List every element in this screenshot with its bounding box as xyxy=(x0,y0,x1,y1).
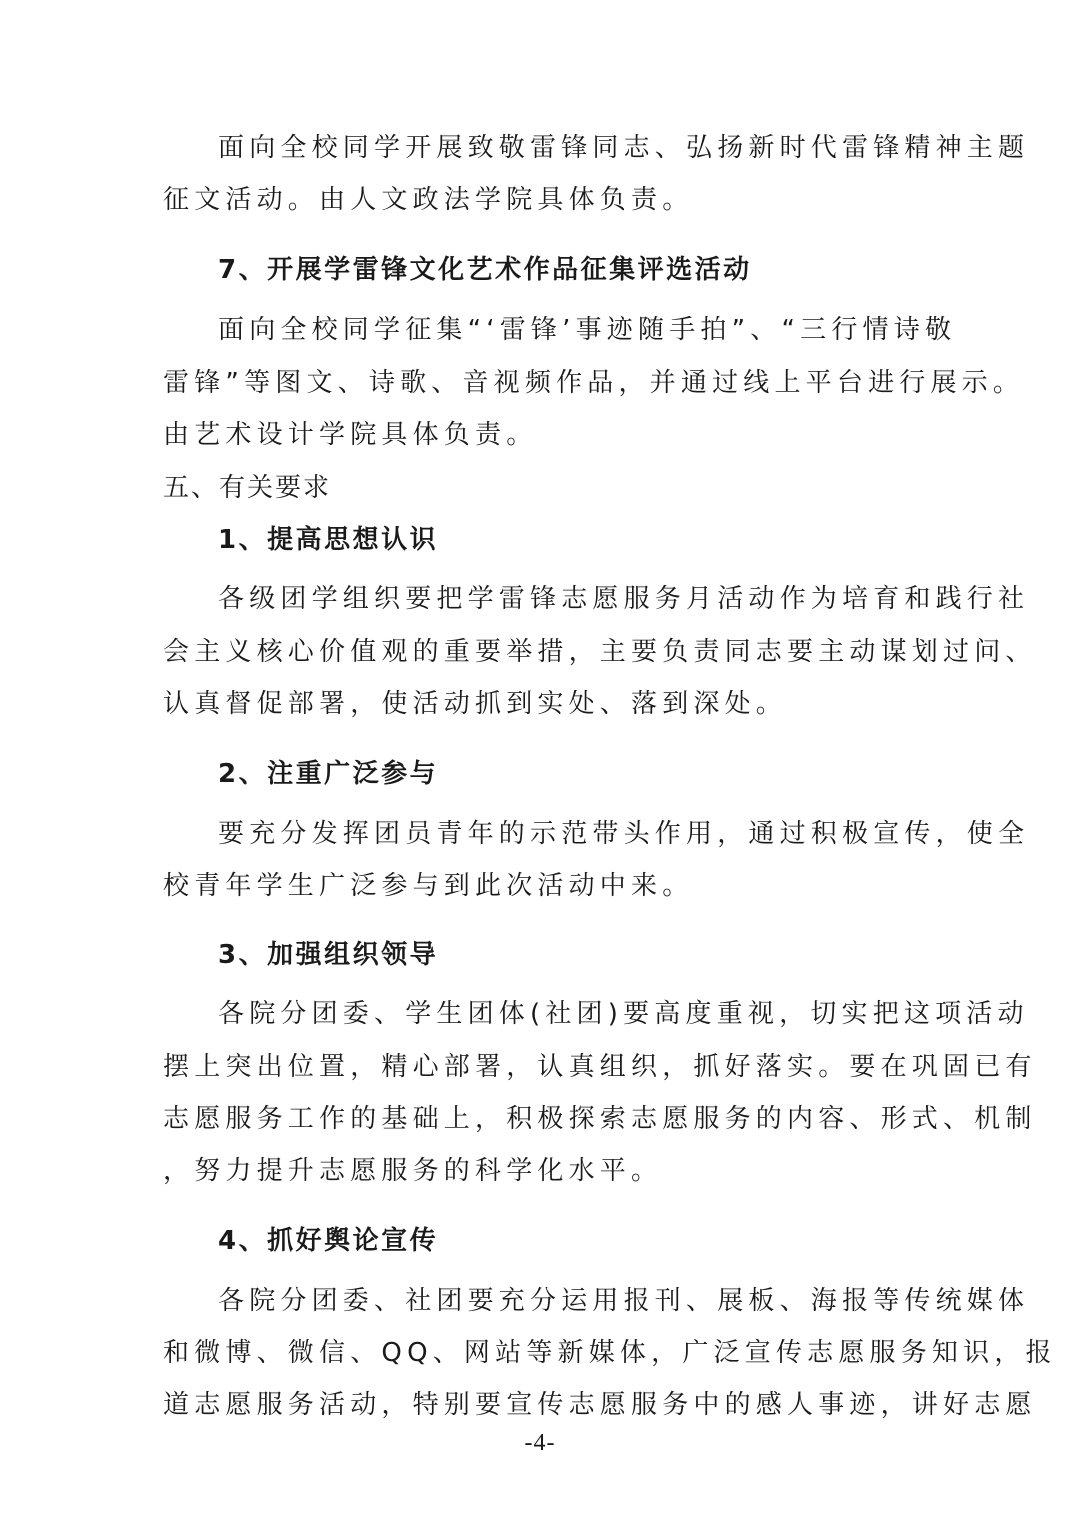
requirement-1-line-2: 会主义核心价值观的重要举措，主要负责同志要主动谋划过问、 xyxy=(163,637,1037,667)
heading-requirement-3: 3、加强组织领导 xyxy=(218,940,439,970)
paragraph-artwork-line-2: 雷锋”等图文、诗歌、音视频作品，并通过线上平台进行展示。 xyxy=(163,368,1025,398)
requirement-3-line-4: ，努力提升志愿服务的科学化水平。 xyxy=(163,1156,663,1186)
paragraph-artwork-line-3: 由艺术设计学院具体负责。 xyxy=(163,420,538,450)
paragraph-artwork-line-1: 面向全校同学征集“‘雷锋’事迹随手拍”、“三行情诗敬 xyxy=(218,315,957,345)
requirement-2-line-1: 要充分发挥团员青年的示范带头作用，通过积极宣传，使全 xyxy=(218,819,1030,849)
heading-requirement-4: 4、抓好舆论宣传 xyxy=(218,1226,439,1256)
requirement-1-line-3: 认真督促部署，使活动抓到实处、落到深处。 xyxy=(163,689,788,719)
section-heading-requirements: 五、有关要求 xyxy=(163,473,332,503)
heading-item-7: 7、开展学雷锋文化艺术作品征集评选活动 xyxy=(218,255,752,285)
requirement-4-line-2: 和微博、微信、QQ、网站等新媒体，广泛宣传志愿服务知识，报 xyxy=(163,1338,1057,1368)
requirement-4-line-1: 各院分团委、社团要充分运用报刊、展板、海报等传统媒体 xyxy=(218,1286,1030,1316)
requirement-1-line-1: 各级团学组织要把学雷锋志愿服务月活动作为培育和践行社 xyxy=(218,584,1030,614)
page-number: -4- xyxy=(524,1430,556,1456)
requirement-4-line-3: 道志愿服务活动，特别要宣传志愿服务中的感人事迹，讲好志愿 xyxy=(163,1390,1037,1420)
heading-requirement-1: 1、提高思想认识 xyxy=(218,525,439,555)
requirement-2-line-2: 校青年学生广泛参与到此次活动中来。 xyxy=(163,871,694,901)
paragraph-essay-line-2: 征文活动。由人文政法学院具体负责。 xyxy=(163,185,694,215)
requirement-3-line-3: 志愿服务工作的基础上，积极探索志愿服务的内容、形式、机制 xyxy=(163,1104,1037,1134)
requirement-3-line-2: 摆上突出位置，精心部署，认真组织，抓好落实。要在巩固已有 xyxy=(163,1052,1037,1082)
paragraph-essay-line-1: 面向全校同学开展致敬雷锋同志、弘扬新时代雷锋精神主题 xyxy=(218,133,1030,163)
heading-requirement-2: 2、注重广泛参与 xyxy=(218,759,439,789)
requirement-3-line-1: 各院分团委、学生团体(社团)要高度重视，切实把这项活动 xyxy=(218,999,1029,1029)
